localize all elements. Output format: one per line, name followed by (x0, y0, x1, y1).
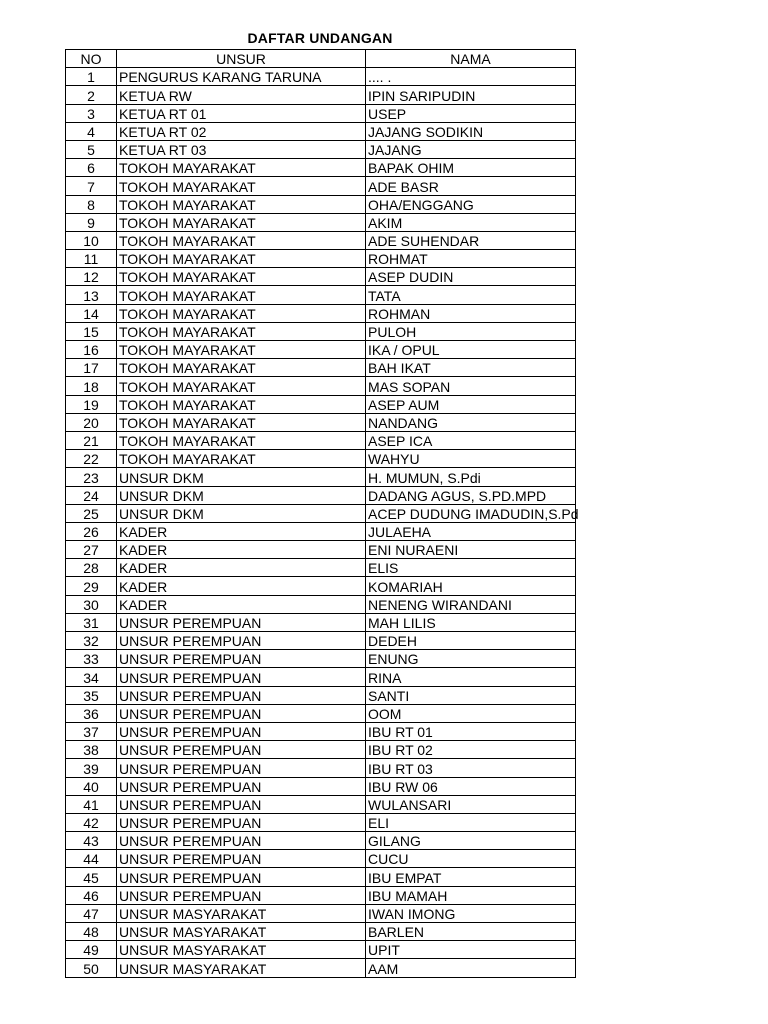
row-unsur: UNSUR PEREMPUAN (117, 704, 366, 722)
row-nama: IPIN SARIPUDIN (366, 86, 576, 104)
table-row (66, 613, 576, 631)
row-unsur: TOKOH MAYARAKAT (117, 177, 366, 195)
table-row (66, 250, 576, 268)
row-nama: H. MUMUN, S.Pdi (366, 468, 576, 486)
row-unsur: UNSUR DKM (117, 504, 366, 522)
row-nama: ACEP DUDUNG IMADUDIN,S.Pd (366, 504, 576, 522)
row-nama: IBU RW 06 (366, 777, 576, 795)
table-row (66, 431, 576, 449)
row-unsur: UNSUR PEREMPUAN (117, 832, 366, 850)
row-nama: IBU EMPAT (366, 868, 576, 886)
row-unsur: KADER (117, 595, 366, 613)
row-unsur: TOKOH MAYARAKAT (117, 341, 366, 359)
row-nama: IBU RT 03 (366, 759, 576, 777)
row-nama: ROHMAT (366, 250, 576, 268)
row-number: 40 (66, 777, 117, 795)
row-nama: DADANG AGUS, S.PD.MPD (366, 486, 576, 504)
row-number: 46 (66, 886, 117, 904)
row-number: 30 (66, 595, 117, 613)
row-unsur: UNSUR PEREMPUAN (117, 886, 366, 904)
row-nama: ELIS (366, 559, 576, 577)
row-number: 12 (66, 268, 117, 286)
row-nama: USEP (366, 104, 576, 122)
table-row (66, 704, 576, 722)
row-unsur: UNSUR PEREMPUAN (117, 813, 366, 831)
row-unsur: UNSUR MASYARAKAT (117, 923, 366, 941)
row-unsur: KADER (117, 522, 366, 540)
row-nama: CUCU (366, 850, 576, 868)
row-number: 6 (66, 159, 117, 177)
table-row (66, 559, 576, 577)
row-number: 11 (66, 250, 117, 268)
row-number: 50 (66, 959, 117, 977)
row-nama: IBU RT 02 (366, 741, 576, 759)
row-number: 38 (66, 741, 117, 759)
row-number: 48 (66, 923, 117, 941)
row-number: 42 (66, 813, 117, 831)
table-body (66, 68, 579, 977)
row-nama: MAH LILIS (366, 613, 576, 631)
row-nama: ASEP ICA (366, 431, 576, 449)
row-unsur: TOKOH MAYARAKAT (117, 195, 366, 213)
row-unsur: UNSUR PEREMPUAN (117, 868, 366, 886)
row-nama: ROHMAN (366, 304, 576, 322)
table-row (66, 650, 576, 668)
row-number: 18 (66, 377, 117, 395)
row-number: 14 (66, 304, 117, 322)
table-row (66, 268, 576, 286)
row-number: 21 (66, 431, 117, 449)
table-row (66, 140, 576, 158)
row-unsur: TOKOH MAYARAKAT (117, 286, 366, 304)
row-number: 41 (66, 795, 117, 813)
row-number: 7 (66, 177, 117, 195)
table-row (66, 941, 576, 959)
table-row (66, 377, 576, 395)
row-number: 36 (66, 704, 117, 722)
row-nama: ASEP AUM (366, 395, 576, 413)
row-nama: ASEP DUDIN (366, 268, 576, 286)
row-number: 28 (66, 559, 117, 577)
row-nama: AAM (366, 959, 576, 977)
table-row (66, 213, 576, 231)
row-nama: WULANSARI (366, 795, 576, 813)
row-unsur: TOKOH MAYARAKAT (117, 413, 366, 431)
header-no: NO (66, 50, 117, 68)
table-row (66, 341, 576, 359)
table-row (66, 577, 576, 595)
row-unsur: TOKOH MAYARAKAT (117, 213, 366, 231)
table-row (66, 159, 576, 177)
row-unsur: UNSUR PEREMPUAN (117, 722, 366, 740)
row-number: 33 (66, 650, 117, 668)
row-number: 26 (66, 522, 117, 540)
row-number: 19 (66, 395, 117, 413)
table-row (66, 231, 576, 249)
row-number: 34 (66, 668, 117, 686)
header-nama: NAMA (366, 50, 576, 68)
document-title: DAFTAR UNDANGAN (247, 30, 393, 46)
table-row (66, 886, 576, 904)
row-number: 39 (66, 759, 117, 777)
row-number: 49 (66, 941, 117, 959)
table-row (66, 468, 576, 486)
row-number: 17 (66, 359, 117, 377)
table-row (66, 868, 576, 886)
row-unsur: UNSUR PEREMPUAN (117, 650, 366, 668)
row-number: 1 (66, 68, 117, 86)
row-number: 2 (66, 86, 117, 104)
table-row (66, 450, 576, 468)
row-unsur: UNSUR PEREMPUAN (117, 795, 366, 813)
row-unsur: UNSUR PEREMPUAN (117, 613, 366, 631)
row-nama: NENENG WIRANDANI (366, 595, 576, 613)
table-row (66, 86, 576, 104)
row-nama: PULOH (366, 322, 576, 340)
table-header (66, 50, 576, 68)
row-number: 15 (66, 322, 117, 340)
row-number: 47 (66, 904, 117, 922)
row-unsur: TOKOH MAYARAKAT (117, 250, 366, 268)
row-nama: NANDANG (366, 413, 576, 431)
table-row (66, 541, 576, 559)
table-row (66, 759, 576, 777)
table-row (66, 923, 576, 941)
row-unsur: TOKOH MAYARAKAT (117, 395, 366, 413)
table-row (66, 395, 576, 413)
row-nama: IBU MAMAH (366, 886, 576, 904)
row-nama: IWAN IMONG (366, 904, 576, 922)
row-number: 10 (66, 231, 117, 249)
row-unsur: UNSUR PEREMPUAN (117, 759, 366, 777)
row-unsur: TOKOH MAYARAKAT (117, 322, 366, 340)
table-row (66, 413, 576, 431)
row-unsur: KETUA RT 03 (117, 140, 366, 158)
table-row (66, 722, 576, 740)
row-nama: ADE BASR (366, 177, 576, 195)
row-unsur: UNSUR DKM (117, 486, 366, 504)
row-number: 13 (66, 286, 117, 304)
table-row (66, 322, 576, 340)
row-number: 20 (66, 413, 117, 431)
row-unsur: TOKOH MAYARAKAT (117, 431, 366, 449)
row-number: 25 (66, 504, 117, 522)
table-row (66, 813, 576, 831)
row-nama: IBU RT 01 (366, 722, 576, 740)
row-number: 8 (66, 195, 117, 213)
table-row (66, 486, 576, 504)
invitation-table (65, 49, 579, 978)
row-unsur: KADER (117, 577, 366, 595)
row-nama: JAJANG (366, 140, 576, 158)
row-unsur: PENGURUS KARANG TARUNA (117, 68, 366, 86)
row-nama: BAPAK OHIM (366, 159, 576, 177)
row-unsur: UNSUR PEREMPUAN (117, 777, 366, 795)
row-nama: ENI NURAENI (366, 541, 576, 559)
row-nama: GILANG (366, 832, 576, 850)
row-unsur: UNSUR PEREMPUAN (117, 686, 366, 704)
row-number: 44 (66, 850, 117, 868)
row-number: 24 (66, 486, 117, 504)
table-row (66, 668, 576, 686)
table-row (66, 522, 576, 540)
row-number: 45 (66, 868, 117, 886)
row-unsur: TOKOH MAYARAKAT (117, 304, 366, 322)
header-unsur: UNSUR (117, 50, 366, 68)
row-nama: BAH IKAT (366, 359, 576, 377)
row-number: 37 (66, 722, 117, 740)
row-nama: JULAEHA (366, 522, 576, 540)
row-nama: ADE SUHENDAR (366, 231, 576, 249)
row-number: 4 (66, 122, 117, 140)
table-row (66, 832, 576, 850)
row-nama: MAS SOPAN (366, 377, 576, 395)
row-number: 16 (66, 341, 117, 359)
table-row (66, 632, 576, 650)
table-row (66, 286, 576, 304)
row-number: 29 (66, 577, 117, 595)
header-row (66, 50, 576, 68)
table-row (66, 904, 576, 922)
row-number: 9 (66, 213, 117, 231)
row-unsur: UNSUR PEREMPUAN (117, 850, 366, 868)
row-unsur: KADER (117, 559, 366, 577)
table-row (66, 959, 576, 977)
row-unsur: UNSUR MASYARAKAT (117, 941, 366, 959)
row-nama: SANTI (366, 686, 576, 704)
row-unsur: UNSUR MASYARAKAT (117, 959, 366, 977)
table-row (66, 595, 576, 613)
row-nama: OHA/ENGGANG (366, 195, 576, 213)
row-nama: JAJANG SODIKIN (366, 122, 576, 140)
table-row (66, 304, 576, 322)
table-row (66, 68, 576, 86)
row-nama: RINA (366, 668, 576, 686)
row-nama: .... . (366, 68, 576, 86)
row-nama: ENUNG (366, 650, 576, 668)
table-row (66, 122, 576, 140)
row-unsur: TOKOH MAYARAKAT (117, 359, 366, 377)
table-row (66, 777, 576, 795)
table-row (66, 741, 576, 759)
table-row (66, 795, 576, 813)
row-nama: WAHYU (366, 450, 576, 468)
row-nama: DEDEH (366, 632, 576, 650)
row-number: 32 (66, 632, 117, 650)
table-row (66, 177, 576, 195)
row-unsur: UNSUR DKM (117, 468, 366, 486)
row-nama: ELI (366, 813, 576, 831)
table-row (66, 104, 576, 122)
table-row (66, 686, 576, 704)
table-row (66, 850, 576, 868)
row-unsur: TOKOH MAYARAKAT (117, 450, 366, 468)
row-unsur: TOKOH MAYARAKAT (117, 268, 366, 286)
row-unsur: UNSUR PEREMPUAN (117, 668, 366, 686)
row-number: 43 (66, 832, 117, 850)
row-nama: BARLEN (366, 923, 576, 941)
row-unsur: KETUA RT 01 (117, 104, 366, 122)
row-nama: IKA / OPUL (366, 341, 576, 359)
row-number: 3 (66, 104, 117, 122)
row-unsur: UNSUR PEREMPUAN (117, 741, 366, 759)
row-unsur: TOKOH MAYARAKAT (117, 231, 366, 249)
row-nama: TATA (366, 286, 576, 304)
row-nama: AKIM (366, 213, 576, 231)
row-number: 22 (66, 450, 117, 468)
row-unsur: UNSUR MASYARAKAT (117, 904, 366, 922)
row-number: 27 (66, 541, 117, 559)
row-nama: OOM (366, 704, 576, 722)
row-nama: UPIT (366, 941, 576, 959)
row-nama: KOMARIAH (366, 577, 576, 595)
row-unsur: TOKOH MAYARAKAT (117, 159, 366, 177)
table-row (66, 359, 576, 377)
row-number: 23 (66, 468, 117, 486)
row-number: 31 (66, 613, 117, 631)
row-unsur: TOKOH MAYARAKAT (117, 377, 366, 395)
table-row (66, 504, 576, 522)
row-unsur: KETUA RT 02 (117, 122, 366, 140)
row-unsur: KETUA RW (117, 86, 366, 104)
row-number: 5 (66, 140, 117, 158)
row-unsur: KADER (117, 541, 366, 559)
row-unsur: UNSUR PEREMPUAN (117, 632, 366, 650)
row-number: 35 (66, 686, 117, 704)
table-row (66, 195, 576, 213)
